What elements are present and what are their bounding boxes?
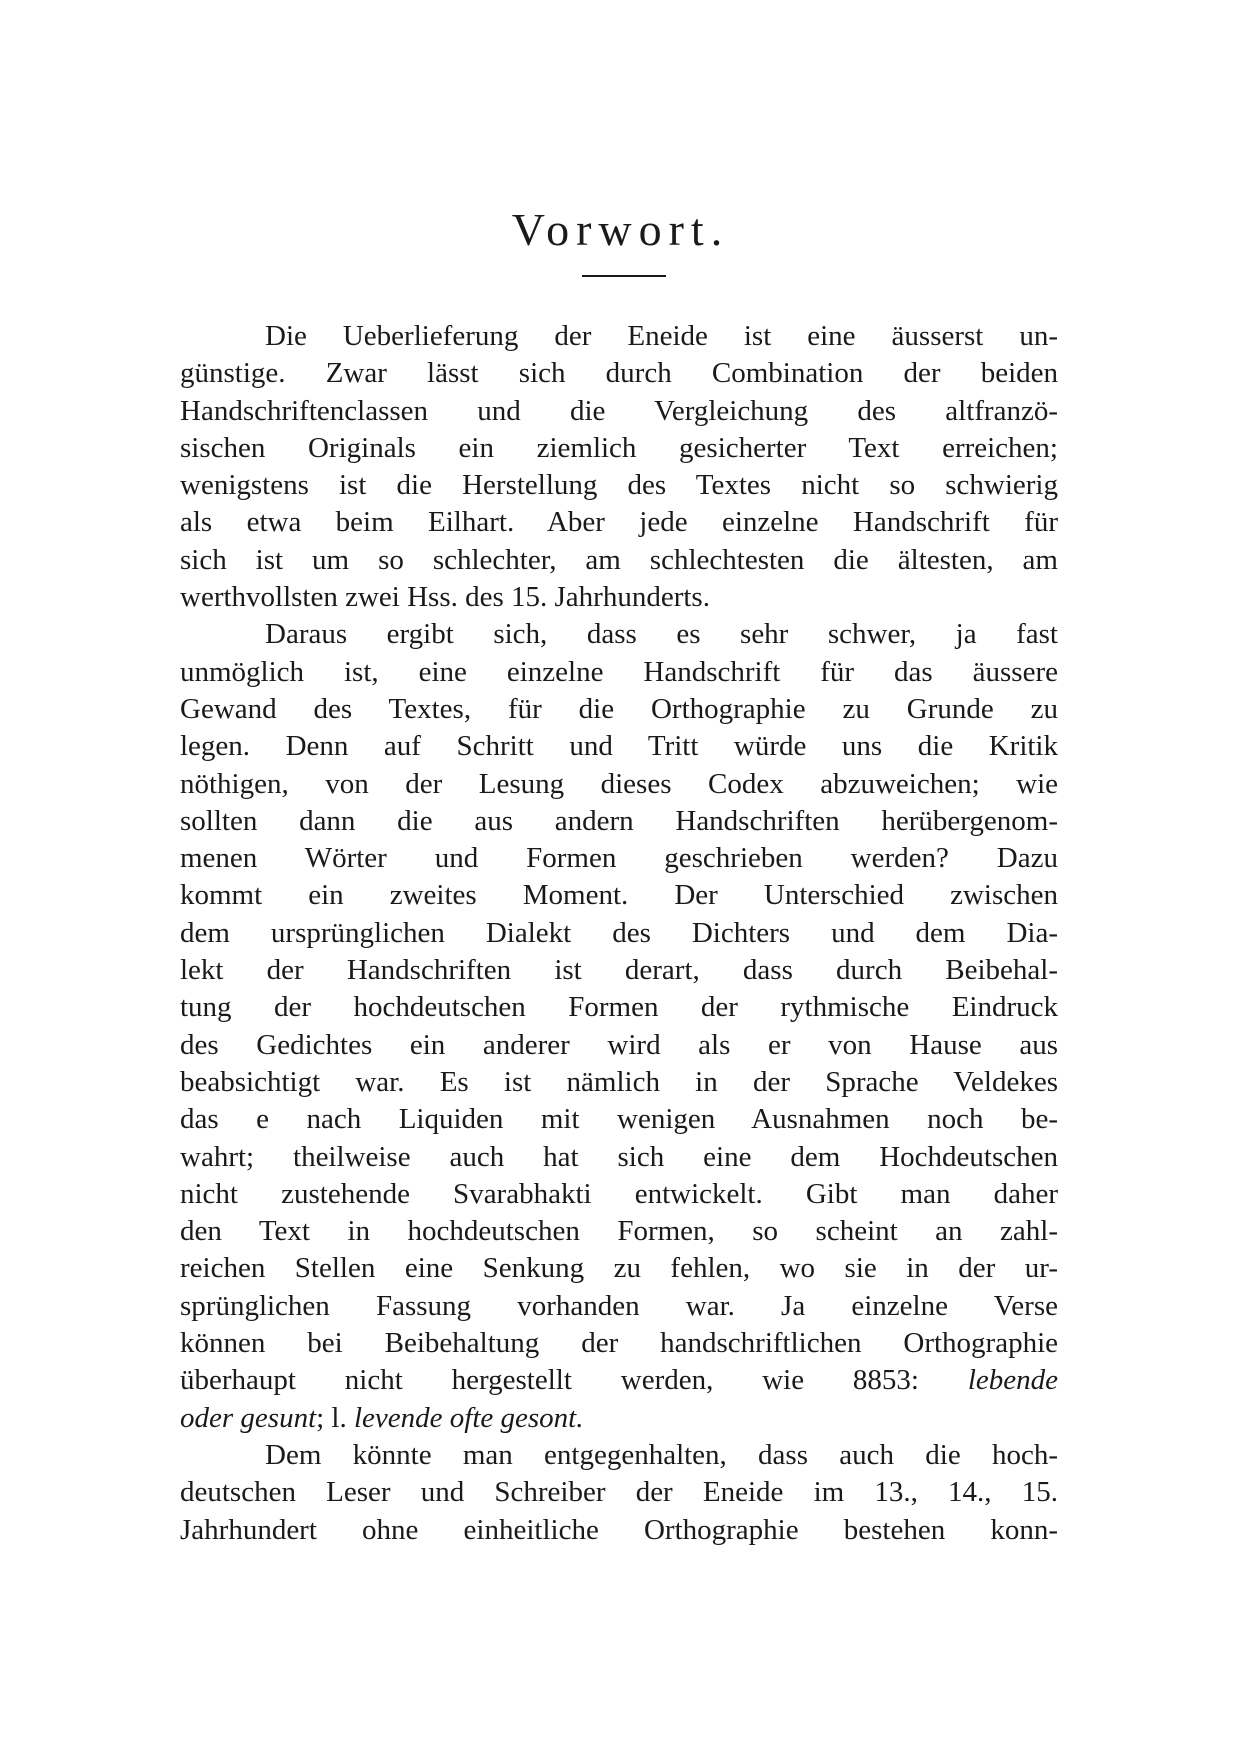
text-line [180, 1362, 1058, 1399]
italic-segment: oder gesunt [180, 1401, 317, 1434]
text-line: Die Ueberlieferung der Eneide ist eine äusserst un- [265, 320, 1058, 352]
text-line: unmöglich ist, eine einzelne Handschrift für das äussere [180, 655, 1058, 688]
text-line: dem ursprünglichen Dialekt des Dichters und dem Dia- [180, 916, 1058, 949]
text-line: kommt ein zweites Moment. Der Unterschied zwischen [180, 879, 1058, 912]
text-line: Dem könnte man entgegenhalten, dass auch die hoch- [265, 1438, 1058, 1471]
text-line: legen. Denn auf Schritt und Tritt würde uns die Kritik [180, 730, 1058, 763]
text-line: sollten dann die aus andern Handschriften herübergenom- [180, 804, 1058, 837]
text-line: sich ist um so schlechter, am schlechtesten die ältesten, am [180, 543, 1058, 576]
text-line: nöthigen, von der Lesung dieses Codex abzuweichen; wie [180, 767, 1058, 800]
text-segment: überhaupt nicht hergestellt werden, wie 8853: [180, 1364, 919, 1397]
title-rule [582, 275, 666, 277]
text-line [180, 1400, 1058, 1437]
text-line: reichen Stellen eine Senkung zu fehlen, wo sie in der ur- [180, 1252, 1058, 1285]
text-line: Jahrhundert ohne einheitliche Orthographie bestehen konn- [180, 1513, 1058, 1546]
italic-segment: lebende [967, 1364, 1059, 1397]
text-line: günstige. Zwar lässt sich durch Combination der beiden [180, 357, 1058, 390]
text-line: Handschriftenclassen und die Vergleichung des altfranzö- [180, 394, 1058, 427]
text-line: sischen Originals ein ziemlich gesicherter Text erreichen; [180, 431, 1058, 464]
text-line: des Gedichtes ein anderer wird als er von Hause aus [180, 1028, 1058, 1061]
text-line: wenigstens ist die Herstellung des Textes nicht so schwierig [180, 469, 1058, 502]
text-line: lekt der Handschriften ist derart, dass durch Beibehal- [180, 954, 1058, 987]
text-line: nicht zustehende Svarabhakti entwickelt. Gibt man daher [180, 1177, 1058, 1210]
text-line: Gewand des Textes, für die Orthographie zu Grunde zu [180, 692, 1058, 725]
text-line: den Text in hochdeutschen Formen, so scheint an zahl- [180, 1215, 1058, 1248]
text-segment: ; l. [316, 1401, 354, 1434]
page-title: Vorwort. [511, 204, 730, 255]
italic-segment: levende ofte gesont. [354, 1401, 584, 1434]
text-line: sprünglichen Fassung vorhanden war. Ja einzelne Verse [180, 1289, 1058, 1322]
body-text [180, 318, 1058, 1549]
text-line: deutschen Leser und Schreiber der Eneide im 13., 14., 15. [180, 1476, 1058, 1509]
text-line: Daraus ergibt sich, dass es sehr schwer, ja fast [265, 618, 1058, 651]
text-line: werthvollsten zwei Hss. des 15. Jahrhunderts. [180, 581, 710, 614]
text-line: können bei Beibehaltung der handschriftlichen Orthographie [180, 1327, 1058, 1360]
text-line: das e nach Liquiden mit wenigen Ausnahmen noch be- [180, 1103, 1058, 1136]
text-line: tung der hochdeutschen Formen der rythmische Eindruck [180, 991, 1058, 1024]
text-line: beabsichtigt war. Es ist nämlich in der Sprache Veldekes [180, 1065, 1058, 1098]
text-line: wahrt; theilweise auch hat sich eine dem Hochdeutschen [180, 1140, 1058, 1173]
text-line: als etwa beim Eilhart. Aber jede einzelne Handschrift für [180, 506, 1058, 539]
text-line: menen Wörter und Formen geschrieben werden? Dazu [180, 842, 1058, 875]
